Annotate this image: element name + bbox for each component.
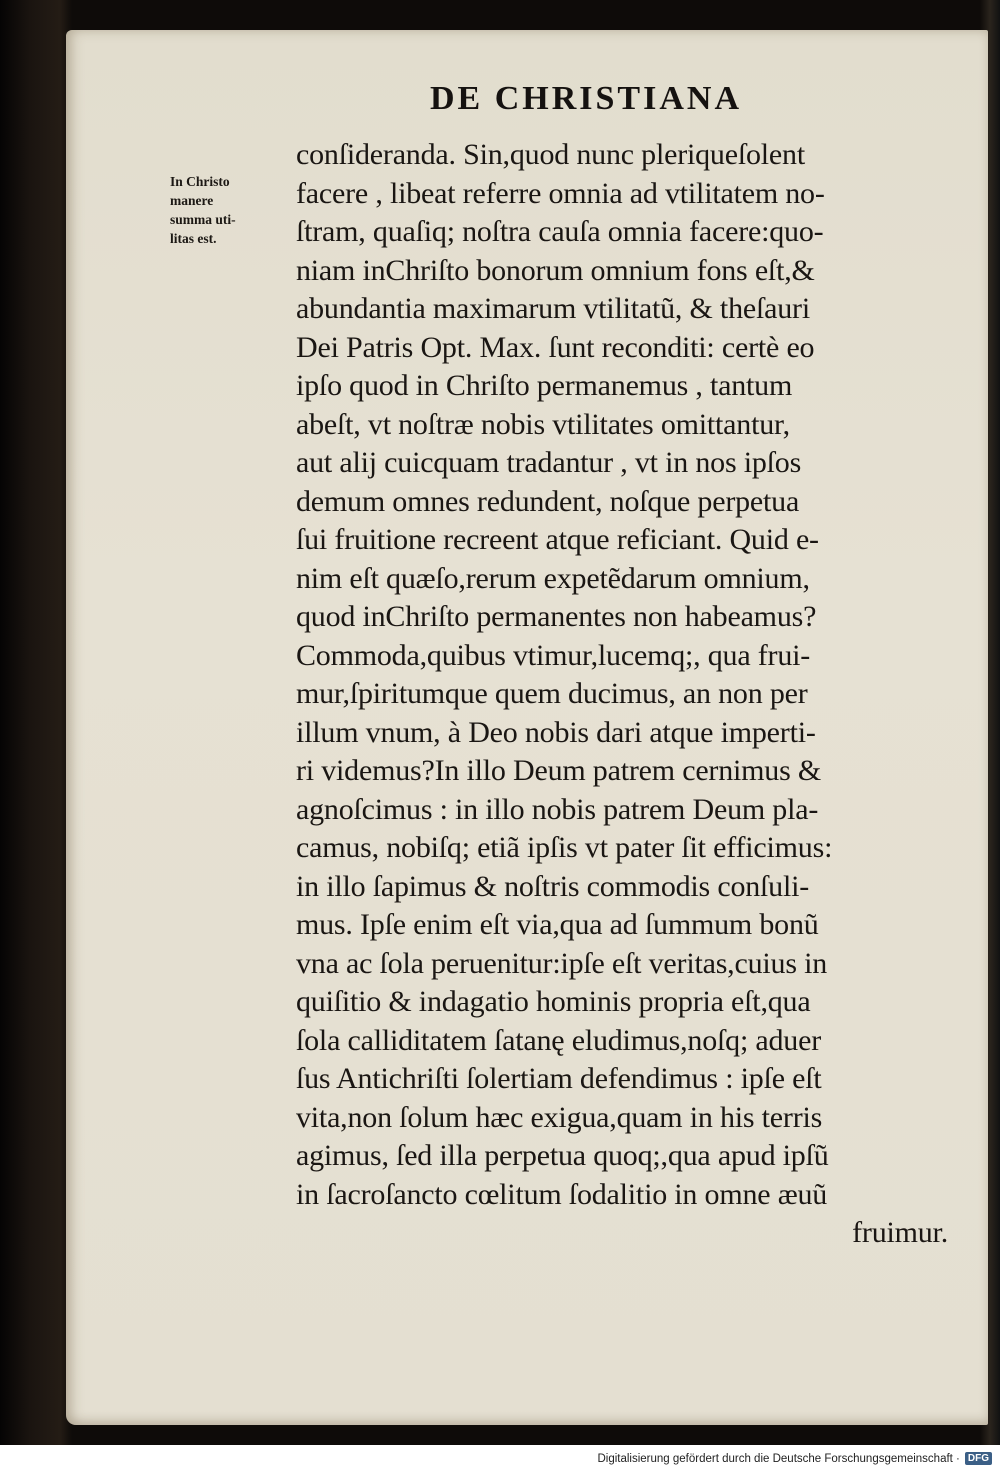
footer-credit: Digitalisierung gefördert durch die Deutsche Forschungsgemeinschaft ·	[597, 1452, 960, 1465]
text-line: aut alij cuicquam tradantur , vt in nos ipſos	[296, 446, 802, 479]
text-line: illum vnum, à Deo nobis dari atque imperti-	[296, 715, 816, 749]
dfg-logo-icon: DFG	[965, 1452, 992, 1465]
marginal-note	[170, 172, 290, 248]
text-line: agnoſcimus : in illo nobis patrem Deum pla-	[296, 792, 819, 826]
text-line: abundantia maximarum vtilitatũ, & theſauri	[296, 292, 810, 325]
text-line: facere , libeat referre omnia ad vtilitatem no-	[296, 176, 825, 210]
text-line: vita,non ſolum hæc exigua,quam in his terris	[296, 1100, 823, 1134]
text-line: Dei Patris Opt. Max. ſunt reconditi: certè eo	[296, 330, 815, 364]
catchword: fruimur.	[852, 1216, 948, 1249]
text-line: ſola calliditatem ſatanę eludimus,noſq; aduer	[296, 1023, 821, 1057]
text-line: mus. Ipſe enim eſt via,qua ad ſummum bonũ	[296, 908, 819, 941]
text-line: mur,ſpiritumque quem ducimus, an non per	[296, 677, 808, 710]
marginal-note-line: summa uti-	[170, 212, 236, 227]
text-line: quod inChriſto permanentes non habeamus?	[296, 600, 817, 633]
text-line: in illo ſapimus & noſtris commodis conſuli-	[296, 869, 810, 903]
text-line: ipſo quod in Chriſto permanemus , tantum	[296, 369, 793, 402]
text-line: niam inChriſto bonorum omnium fons eſt,&	[296, 253, 815, 287]
text-line: conſideranda. Sin,quod nunc pleriqueſolent	[296, 138, 805, 171]
text-line: in ſacroſancto cœlitum ſodalitio in omne æuũ	[296, 1177, 828, 1211]
marginal-note-line: litas est.	[170, 231, 217, 246]
text-line: Commoda,quibus vtimur,lucemq;, qua frui-	[296, 638, 811, 672]
marginal-note-line: manere	[170, 193, 214, 208]
text-line: nim eſt quæſo,rerum expetẽdarum omnium,	[296, 561, 810, 595]
footer-bar	[0, 1445, 1000, 1472]
text-line: ſui fruitione recreent atque reficiant. Quid e-	[296, 523, 819, 556]
running-header: DE CHRISTIANA	[430, 80, 742, 117]
text-line: abeſt, vt noſtræ nobis vtilitates omittantur,	[296, 407, 790, 441]
text-line: agimus, ſed illa perpetua quoq;,qua apud ipſũ	[296, 1139, 829, 1172]
text-line: demum omnes redundent, noſque perpetua	[296, 484, 800, 518]
body-text	[296, 136, 956, 1253]
text-line: vna ac ſola peruenitur:ipſe eſt veritas,cuius in	[296, 946, 828, 980]
marginal-note-line: In Christo	[170, 174, 230, 189]
text-line: camus, nobiſq; etiã ipſis vt pater ſit efficimus:	[296, 831, 833, 864]
text-line: ſtram, quaſiq; noſtra cauſa omnia facere:quo-	[296, 215, 824, 248]
text-line: quiſitio & indagatio hominis propria eſt,qua	[296, 985, 811, 1018]
text-line: ſus Antichriſti ſolertiam defendimus : ipſe eſt	[296, 1062, 822, 1095]
text-line: ri videmus?In illo Deum patrem cernimus &	[296, 754, 822, 787]
